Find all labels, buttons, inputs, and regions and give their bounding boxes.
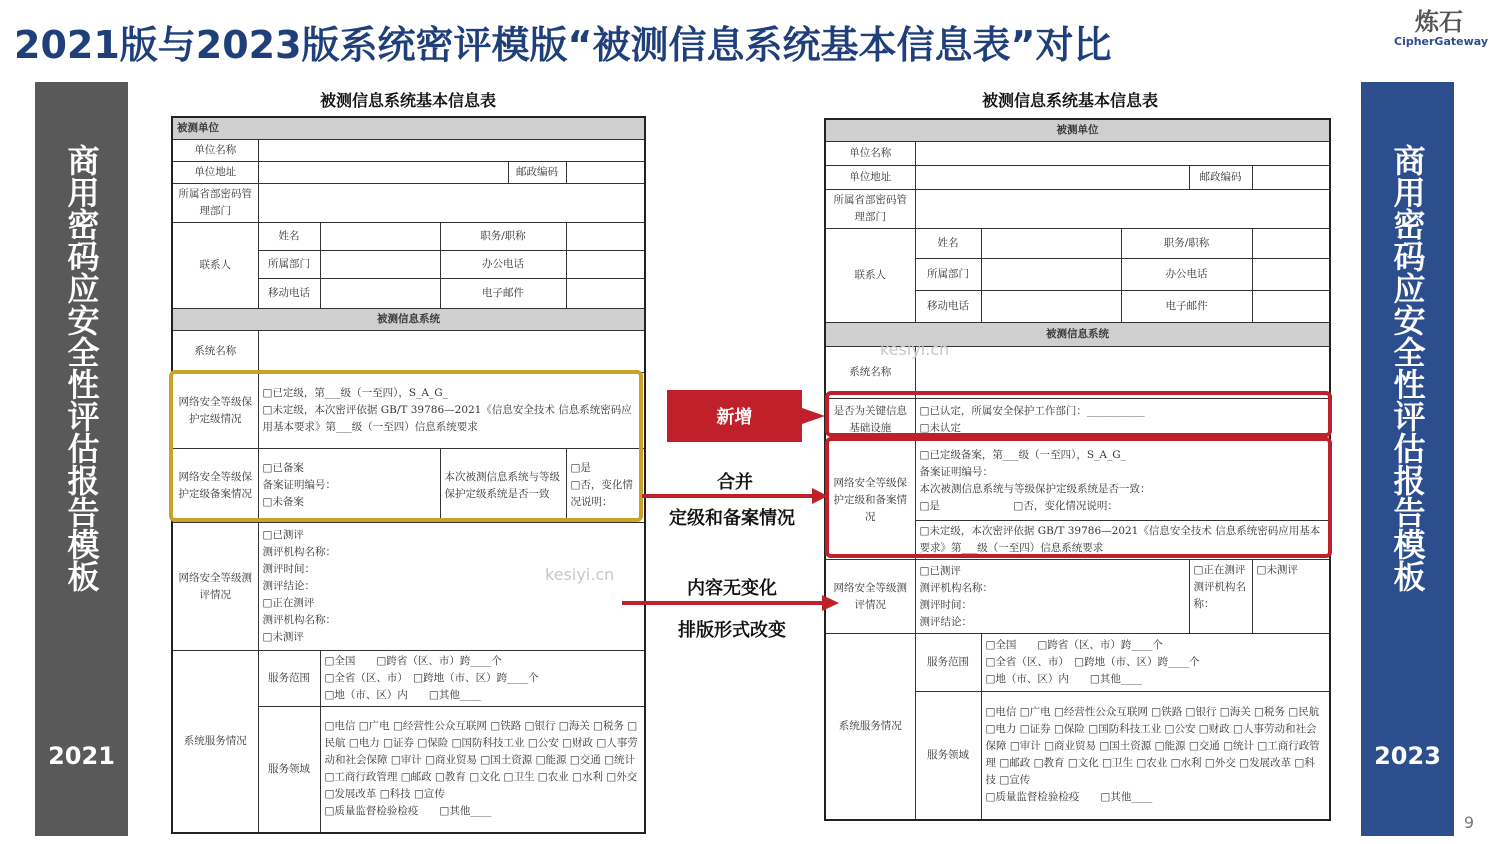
filing-label: 网络安全等级保护定级备案情况: [172, 449, 258, 523]
new-tag-label: 新增: [716, 407, 753, 428]
postcode-label: 邮政编码: [1189, 166, 1252, 190]
eval-label: 网络安全等级测评情况: [825, 560, 915, 634]
left-panel-label: 商用密码应安全性评估报告模板: [62, 144, 101, 592]
unit-address-value: [258, 162, 508, 184]
right-panel-label: 商用密码应安全性评估报告模板: [1388, 144, 1427, 592]
service-label: 系统服务情况: [825, 634, 915, 820]
watermark: kesiyi.cn: [545, 565, 615, 584]
system-header: 被测信息系统: [825, 323, 1330, 347]
level-value: □已定级，第___级（一至四），S_A_G_ □未定级，本次密评依据 GB/T 39786—2021《信息安全技术 信息系统密码应用基本要求》第___级（一至四）信息系统要求: [258, 373, 645, 449]
crypto-dept-value: [258, 184, 645, 223]
system-header: 被测信息系统: [172, 309, 645, 331]
nochange-label-1: 内容无变化: [687, 578, 777, 599]
field-value: □电信 □广电 □经营性公众互联网 □铁路 □银行 □海关 □税务 □民航 □电力 □证券 □保险 □国防科技工业 □公安 □财政 □人事劳动和社会保障 □审计 □商业贸易 □国土资源 □能源 □交通 □统计 □工商行政管理 □邮政 □教育 □文化 □卫生 □农业 □水利 □外交 □发展改革 □科技 □宣传 □质量监督检验检疫 □其他____: [320, 707, 645, 833]
scope-label: 服务范围: [258, 651, 320, 707]
scope-label: 服务范围: [915, 634, 981, 692]
unit-name-label: 单位名称: [172, 140, 258, 162]
filing-value: □已备案 备案证明编号： □未备案: [258, 449, 440, 523]
unit-address-label: 单位地址: [172, 162, 258, 184]
title-label: 职务/职称: [440, 223, 566, 251]
contact-label: 联系人: [172, 223, 258, 309]
new-tag: [667, 390, 822, 442]
left-form-title: 被测信息系统基本信息表: [320, 91, 497, 110]
level-label: 网络安全等级保护定级和备案情况: [825, 441, 915, 560]
unit-name-label: 单位名称: [825, 142, 915, 166]
field-value: □电信 □广电 □经营性公众互联网 □铁路 □银行 □海关 □税务 □民航 □电力 □证券 □保险 □国防科技工业 □公安 □财政 □人事劳动和社会保障 □审计 □商业贸易 □国土资源 □能源 □交通 □统计 □工商行政管理 □邮政 □教育 □文化 □卫生 □农业 □水利 □外交 □发展改革 □科技 □宣传 □质量监督检验检疫 □其他____: [981, 692, 1330, 820]
unit-header: 被测单位: [825, 119, 1330, 142]
eval-value: □已测评 测评机构名称： 测评时间： 测评结论：: [915, 560, 1189, 634]
postcode-value: [566, 162, 645, 184]
unit-address-label: 单位地址: [825, 166, 915, 190]
cii-value: □已认定，所属安全保护工作部门：___________ □未认定: [915, 399, 1330, 441]
unit-name-value: [258, 140, 645, 162]
system-name-label: 系统名称: [825, 347, 915, 399]
mobile-label: 移动电话: [915, 291, 981, 323]
cii-label: 是否为关键信息基础设施: [825, 399, 915, 441]
service-label: 系统服务情况: [172, 651, 258, 833]
merge-label-1: 合并: [717, 472, 753, 493]
right-panel-year: 2023: [1374, 742, 1441, 770]
unit-header: 被测单位: [172, 117, 645, 140]
logo-main-text: 炼石: [1415, 8, 1463, 36]
field-label: 服务领域: [258, 707, 320, 833]
office-phone-label: 办公电话: [440, 251, 566, 279]
email-label: 电子邮件: [1121, 291, 1252, 323]
right-info-form: [824, 118, 1331, 821]
dept-label: 所属部门: [915, 259, 981, 291]
merge-label-2: 定级和备案情况: [669, 508, 795, 529]
level-unrated-value: □未定级，本次密评依据 GB/T 39786—2021《信息安全技术 信息系统密码应用基本要求》第___级（一至四）信息系统要求: [915, 521, 1330, 560]
brand-logo: [1394, 8, 1489, 48]
office-phone-label: 办公电话: [1121, 259, 1252, 291]
eval-label: 网络安全等级测评情况: [172, 523, 258, 651]
mobile-label: 移动电话: [258, 279, 320, 309]
name-label: 姓名: [915, 229, 981, 259]
level-value: □已定级备案，第___级（一至四），S_A_G_ 备案证明编号： 本次被测信息系统与等级保护定级系统是否一致： □是 □否，变化情况说明：: [915, 441, 1330, 521]
scope-value: □全国 □跨省（区、市）跨____个 □全省（区、市） □跨地（市、区）跨____个 □地（市、区）内 □其他____: [981, 634, 1330, 692]
eval-value: □已测评 测评机构名称： 测评时间： 测评结论： □正在测评 测评机构名称： □未测评: [258, 523, 645, 651]
page-number: 9: [1463, 813, 1474, 832]
nochange-arrow-icon: [622, 593, 844, 613]
system-name-label: 系统名称: [172, 331, 258, 373]
logo-sub-text: CipherGateway: [1394, 35, 1489, 48]
consistency-options: □是 □否，变化情况说明：: [566, 449, 645, 523]
title-label: 职务/职称: [1121, 229, 1252, 259]
left-version-panel: [35, 82, 128, 836]
right-version-panel: [1361, 82, 1454, 836]
watermark: kesiyi.cn: [880, 340, 950, 359]
left-panel-year: 2021: [48, 742, 115, 770]
email-label: 电子邮件: [440, 279, 566, 309]
crypto-dept-label: 所属省部密码管理部门: [825, 190, 915, 229]
right-form-title: 被测信息系统基本信息表: [982, 91, 1159, 110]
name-label: 姓名: [258, 223, 320, 251]
eval-not-done: □未测评: [1252, 560, 1330, 634]
dept-label: 所属部门: [258, 251, 320, 279]
contact-label: 联系人: [825, 229, 915, 323]
postcode-label: 邮政编码: [508, 162, 566, 184]
field-label: 服务领域: [915, 692, 981, 820]
level-label: 网络安全等级保护定级情况: [172, 373, 258, 449]
merge-arrow-icon: [642, 486, 832, 506]
eval-in-progress: □正在测评 测评机构名称：: [1189, 560, 1252, 634]
scope-value: □全国 □跨省（区、市）跨____个 □全省（区、市） □跨地（市、区）跨____个 □地（市、区）内 □其他____: [320, 651, 645, 707]
left-info-form: [171, 116, 646, 834]
nochange-label-2: 排版形式改变: [678, 620, 786, 641]
crypto-dept-label: 所属省部密码管理部门: [172, 184, 258, 223]
consistency-question: 本次被测信息系统与等级保护定级系统是否一致: [440, 449, 566, 523]
slide-title: 2021版与2023版系统密评模版“被测信息系统基本信息表”对比: [14, 23, 1112, 67]
